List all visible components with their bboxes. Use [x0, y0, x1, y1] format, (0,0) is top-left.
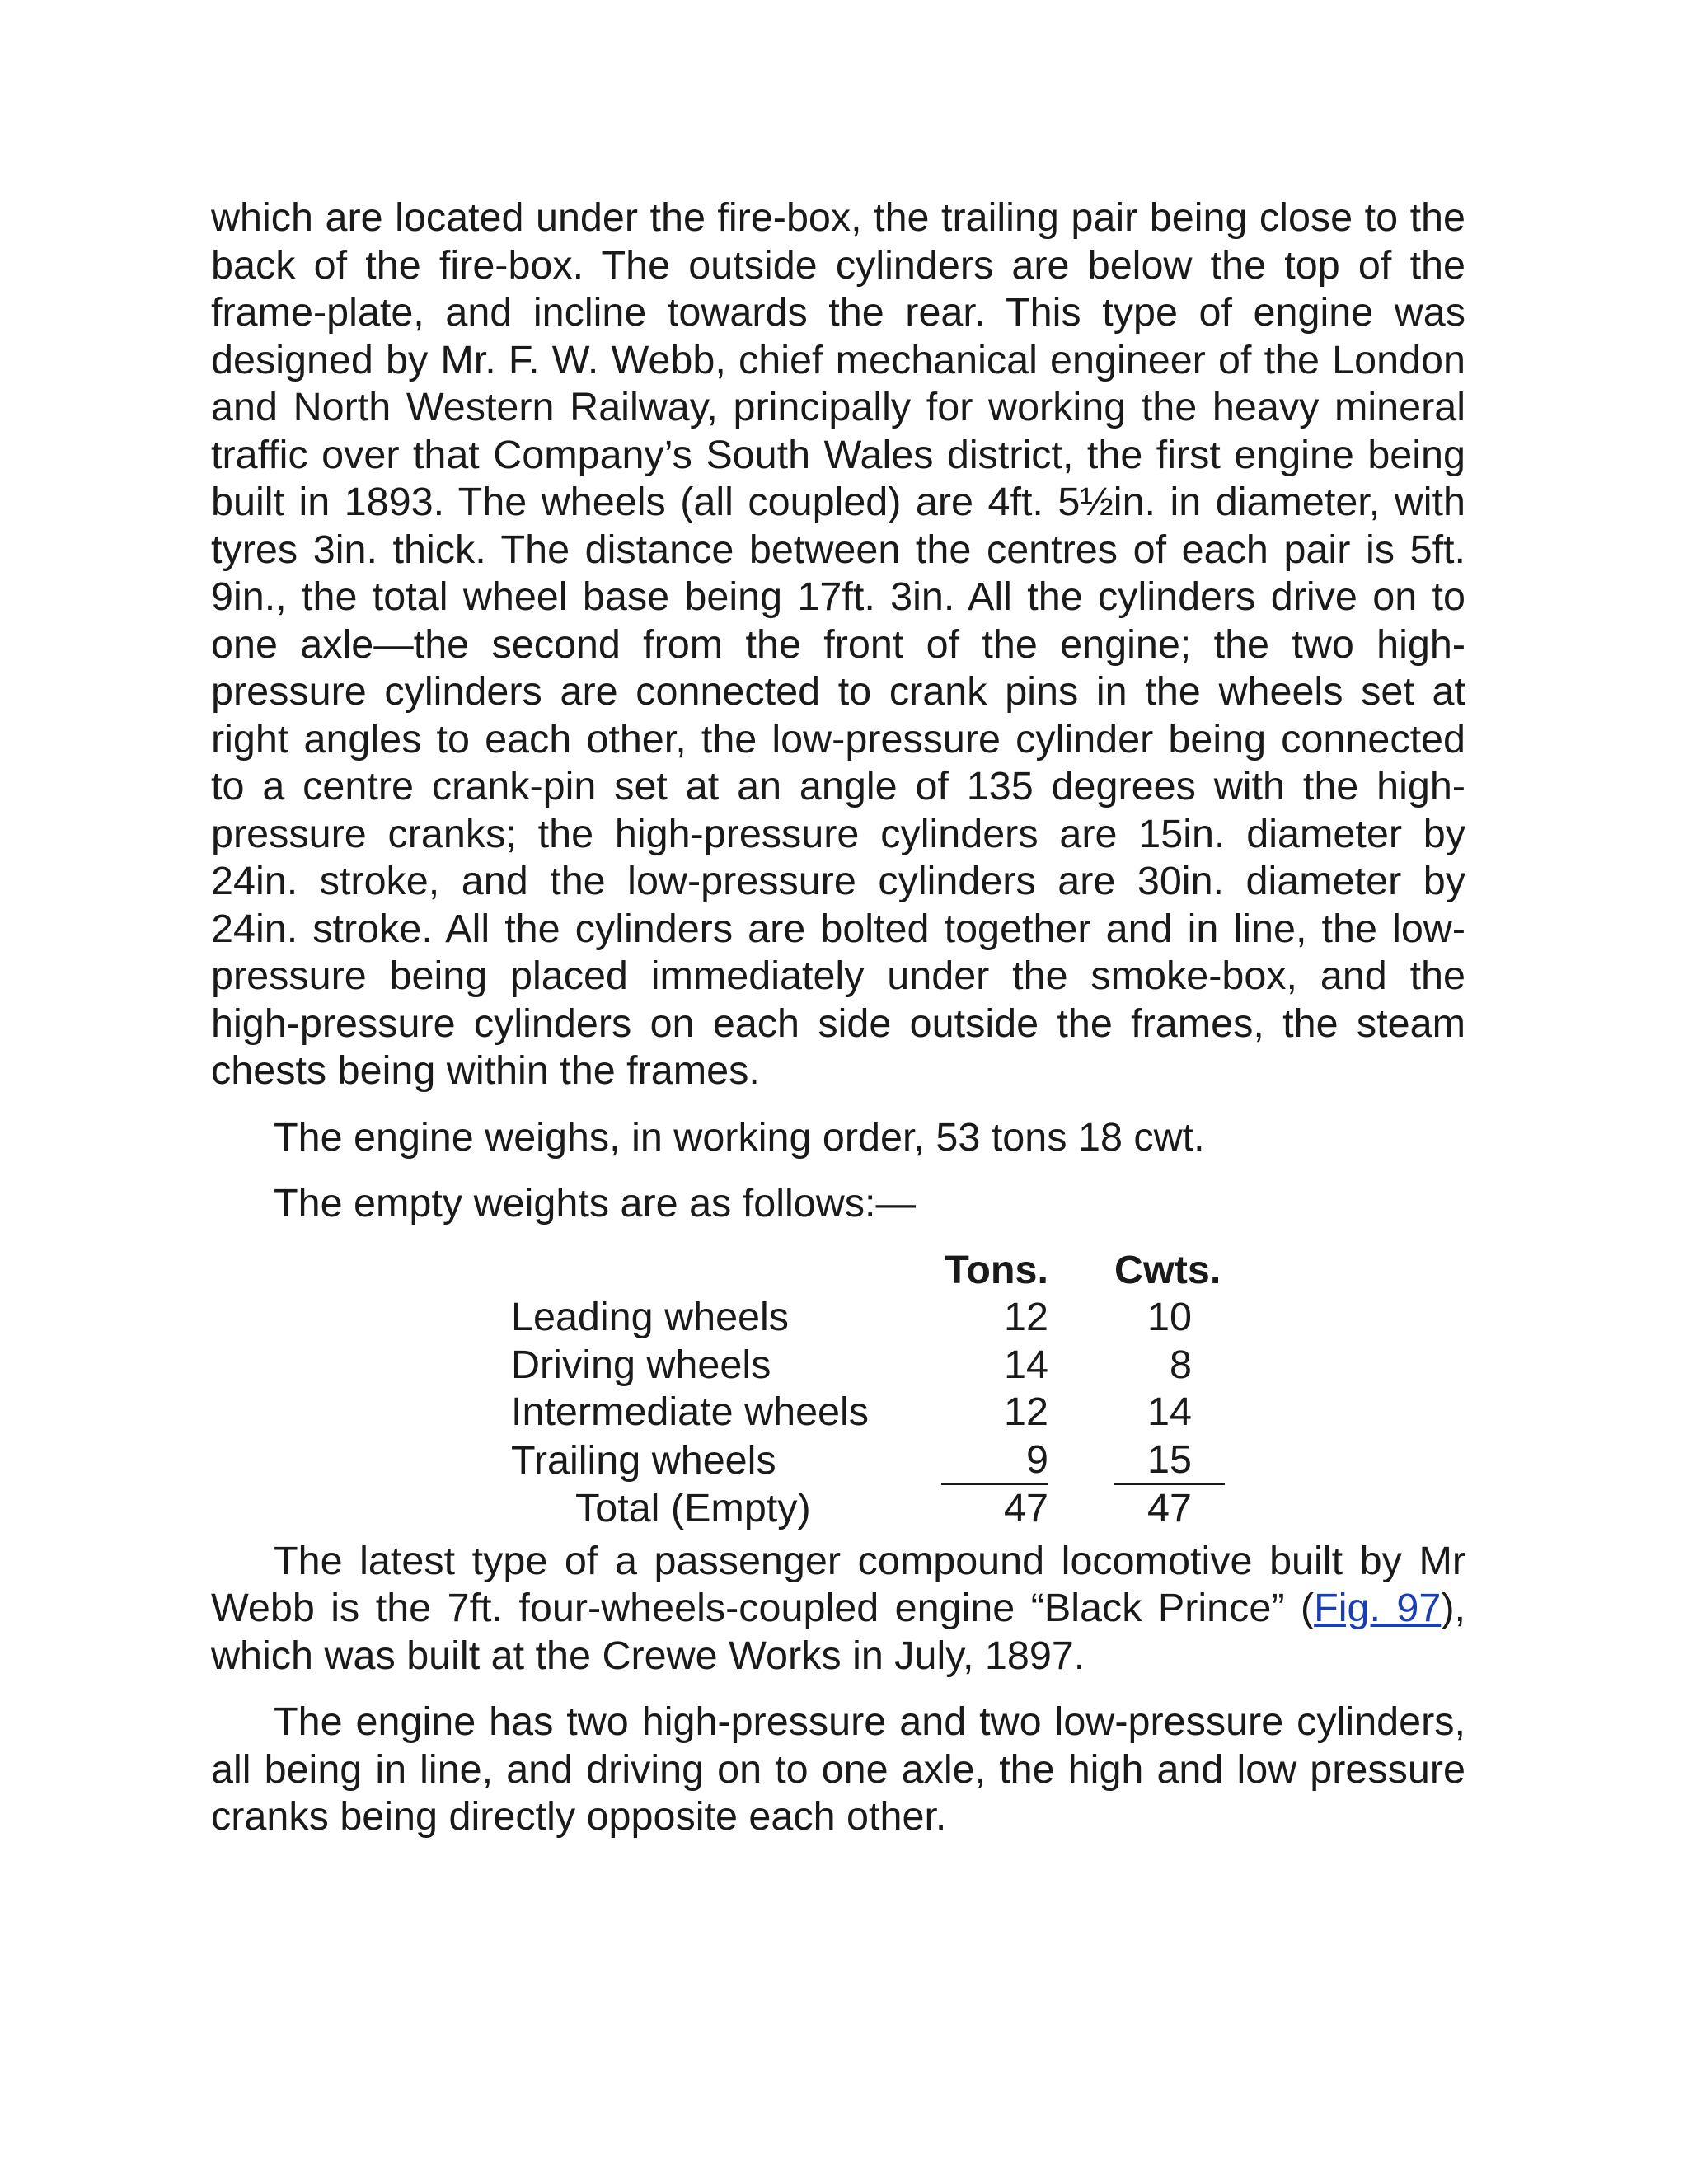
row-label: Trailing wheels	[511, 1437, 776, 1483]
row-cwts: 8	[1170, 1342, 1192, 1387]
paragraph-empty-weights-intro: The empty weights are as follows:—	[274, 1181, 917, 1226]
total-tons: 47	[1004, 1486, 1048, 1530]
table-row	[511, 1342, 1225, 1390]
row-label: Driving wheels	[511, 1342, 771, 1387]
paragraph-working-weight: The engine weighs, in working order, 53 tons 18 cwt.	[274, 1114, 1205, 1160]
total-cwts: 47	[1147, 1486, 1192, 1530]
table-row	[511, 1294, 1225, 1342]
paragraph-black-prince	[211, 1538, 1465, 1680]
header-blank	[511, 1247, 941, 1295]
table-row	[511, 1389, 1225, 1436]
header-gap	[1048, 1247, 1114, 1295]
row-cwts: 15	[1114, 1436, 1225, 1485]
table-header-row	[511, 1247, 1225, 1295]
header-cwts: Cwts.	[1114, 1247, 1221, 1292]
paragraph-cylinders-in-line: The engine has two high-pressure and two low-pressure cylinders, all being in line, and driving on to one axle, the high and low pressure cranks being directly opposite each other.	[211, 1699, 1465, 1839]
empty-weights-table	[511, 1247, 1225, 1533]
row-tons: 9	[941, 1436, 1048, 1485]
document-page	[211, 194, 1465, 1841]
fig-97-link[interactable]: Fig. 97	[1314, 1586, 1442, 1630]
row-tons: 12	[1004, 1390, 1048, 1434]
paragraph-cylinders: which are located under the fire-box, the trailing pair being close to the back of the fire-box. The outside cylinders are below the top of the frame-plate, and incline towards the rear. This type of engine was designed by Mr. F. W. Webb, chief mechanical engineer of the London and North Western Railway, principally for working the heavy mineral traffic over that Company’s South Wales district, the first engine being built in 1893. The wheels (all coupled) are 4ft. 5½in. in diameter, with tyres 3in. thick. The distance between the centres of each pair is 5ft. 9in., the total wheel base being 17ft. 3in. All the cylinders drive on to one axle—the second from the front of the engine; the two high-pressure cylinders are connected to crank pins in the wheels set at right angles to each other, the low-pressure cylinder being connected to a centre crank-pin set at an angle of 135 degrees with the high-pressure cranks; the high-pressure cylinders are 15in. diameter by 24in. stroke, and the low-pressure cylinders are 30in. diameter by 24in. stroke. All the cylinders are bolted together and in line, the low-pressure being placed immediately under the smoke-box, and the high-pressure cylinders on each side outside the frames, the steam chests being within the frames.	[211, 195, 1465, 1093]
black-prince-text-start: The latest type of a passenger compound locomotive built by Mr Webb is the 7ft. four-wheels-coupled engine “Black Prince” (	[211, 1538, 1465, 1630]
row-cwts: 10	[1147, 1295, 1192, 1339]
total-label: Total (Empty)	[575, 1486, 811, 1530]
row-tons: 12	[1004, 1295, 1048, 1339]
row-cwts: 14	[1147, 1390, 1192, 1434]
header-tons: Tons.	[945, 1247, 1048, 1292]
black-prince-text-end: ), which was built at the Crewe Works in July, 1897.	[211, 1586, 1465, 1678]
table-row	[511, 1436, 1225, 1485]
empty-weights-table-block	[211, 1247, 1465, 1530]
row-label: Leading wheels	[511, 1295, 790, 1339]
table-total-row	[511, 1484, 1225, 1533]
row-tons: 14	[1004, 1342, 1048, 1387]
row-label: Intermediate wheels	[511, 1390, 870, 1434]
